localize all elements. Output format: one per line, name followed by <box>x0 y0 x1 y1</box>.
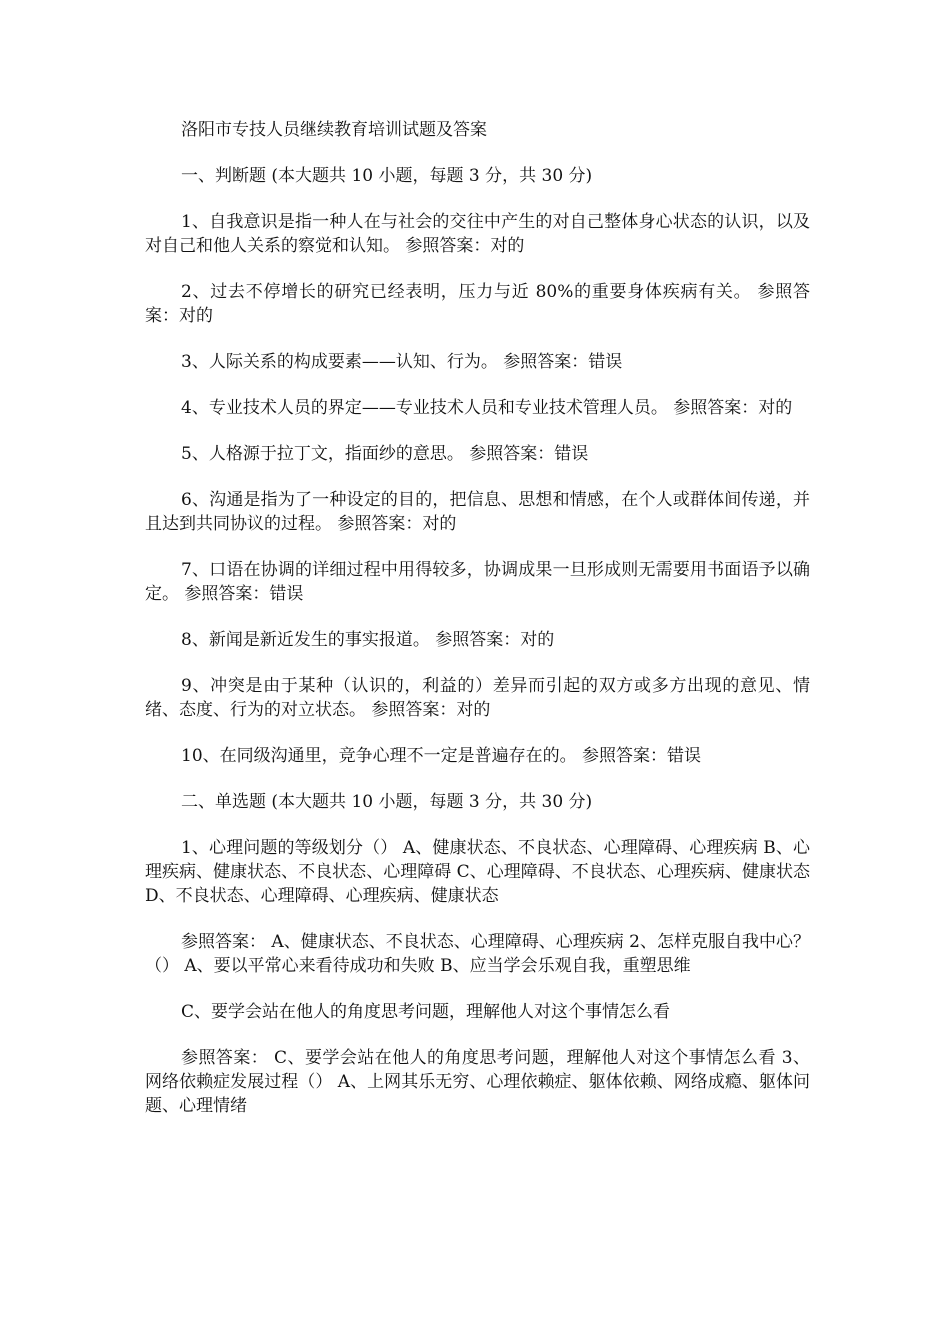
document-title: 洛阳市专技人员继续教育培训试题及答案 <box>181 120 487 140</box>
single-choice-paragraph: 参照答案： C、要学会站在他人的角度思考问题，理解他人对这个事情怎么看 3、网络依赖症发展过程（） A、上网其乐无穷、心理依赖症、躯体依赖、网络成瘾、躯体问题、心理情绪 <box>145 1048 810 1116</box>
judgment-item: 8、新闻是新近发生的事实报道。 参照答案：对的 <box>181 630 555 650</box>
judgment-item: 3、人际关系的构成要素——认知、行为。 参照答案：错误 <box>181 352 623 372</box>
judgment-item: 1、自我意识是指一种人在与社会的交往中产生的对自己整体身心状态的认识，以及对自己和他人关系的察觉和认知。 参照答案：对的 <box>145 212 810 256</box>
judgment-item: 5、人格源于拉丁文，指面纱的意思。 参照答案：错误 <box>181 444 589 464</box>
judgment-item: 7、口语在协调的详细过程中用得较多，协调成果一旦形成则无需要用书面语予以确定。 参照答案：错误 <box>145 560 810 604</box>
judgment-item: 4、专业技术人员的界定——专业技术人员和专业技术管理人员。 参照答案：对的 <box>181 398 793 418</box>
section-heading-judgment: 一、判断题 (本大题共 10 小题，每题 3 分，共 30 分) <box>181 166 593 186</box>
judgment-item: 10、在同级沟通里，竞争心理不一定是普遍存在的。 参照答案：错误 <box>181 746 702 766</box>
section-heading-single-choice: 二、单选题 (本大题共 10 小题，每题 3 分，共 30 分) <box>181 792 593 812</box>
document-body <box>145 118 810 1140</box>
judgment-item: 9、冲突是由于某种（认识的，利益的）差异而引起的双方或多方出现的意见、情绪、态度、行为的对立状态。 参照答案：对的 <box>145 676 810 720</box>
judgment-item: 2、过去不停增长的研究已经表明，压力与近 80%的重要身体疾病有关。 参照答案：对的 <box>145 282 810 326</box>
judgment-item: 6、沟通是指为了一种设定的目的，把信息、思想和情感，在个人或群体间传递，并且达到共同协议的过程。 参照答案：对的 <box>145 490 810 534</box>
single-choice-paragraph: C、要学会站在他人的角度思考问题，理解他人对这个事情怎么看 <box>181 1002 671 1022</box>
single-choice-paragraph: 参照答案： A、健康状态、不良状态、心理障碍、心理疾病 2、怎样克服自我中心？（） A、要以平常心来看待成功和失败 B、应当学会乐观自我，重塑思维 <box>145 932 810 976</box>
single-choice-paragraph: 1、心理问题的等级划分（） A、健康状态、不良状态、心理障碍、心理疾病 B、心理疾病、健康状态、不良状态、心理障碍 C、心理障碍、不良状态、心理疾病、健康状态 D、不良状态、心理障碍、心理疾病、健康状态 <box>145 838 810 906</box>
